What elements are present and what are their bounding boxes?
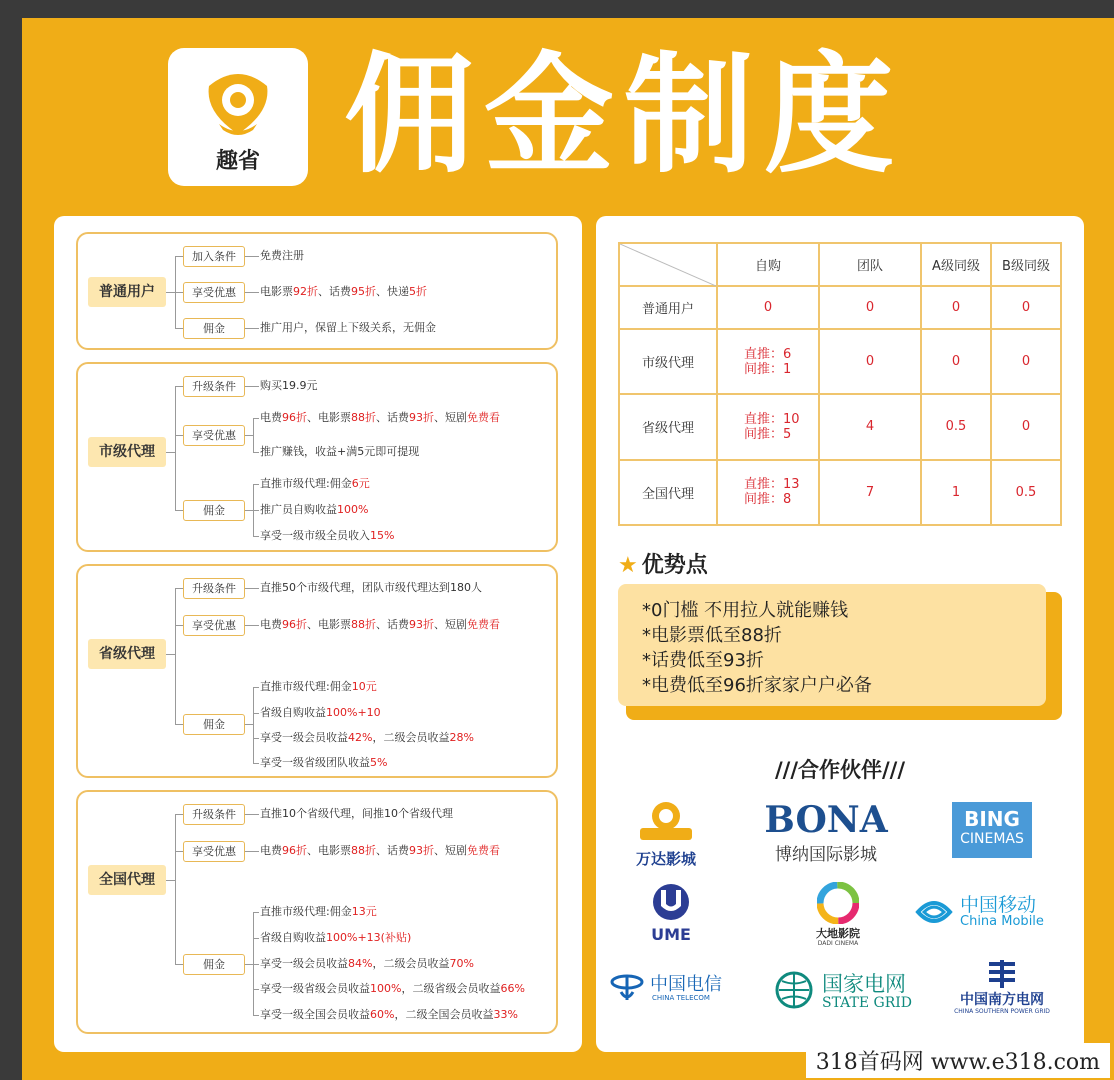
highlight-text: 15% <box>370 529 395 542</box>
cell-b: 0 <box>991 329 1061 394</box>
condition-tag: 升级条件 <box>183 804 245 825</box>
row-header: 普通用户 <box>619 286 717 329</box>
tree-line <box>245 435 253 436</box>
detail-text: 推广员自购收益 <box>260 503 337 516</box>
cell-team: 4 <box>819 394 921 459</box>
detail-line <box>260 477 370 491</box>
row-header: 全国代理 <box>619 460 717 525</box>
detail-text: 、话费 <box>376 618 409 631</box>
tier-box <box>76 232 558 350</box>
tree-line <box>253 625 259 626</box>
tree-line <box>253 851 259 852</box>
detail-text: 电费 <box>260 844 282 857</box>
tree-line <box>245 724 253 725</box>
detail-text: 省级自购收益 <box>260 931 326 944</box>
highlight-text: 33% <box>493 1008 518 1021</box>
highlight-text: 88折 <box>351 618 376 631</box>
highlight-text: 96折 <box>282 844 307 857</box>
tree-line <box>245 386 253 387</box>
bona-logo <box>756 800 896 865</box>
dadi-logo <box>798 882 878 947</box>
ume-logo <box>636 882 706 944</box>
highlight-text: 免费看 <box>467 844 500 857</box>
tree-line <box>175 814 183 815</box>
bona-name: BONA <box>764 799 888 841</box>
china-telecom-name: 中国电信 <box>650 974 722 995</box>
tree-line <box>253 386 259 387</box>
tree-line <box>175 256 183 257</box>
detail-line <box>260 581 482 595</box>
advantage-item: *电影票低至88折 <box>642 625 782 646</box>
cell-a: 0 <box>921 329 991 394</box>
detail-text: 享受一级市级全员收入 <box>260 529 370 542</box>
tree-line <box>175 435 183 436</box>
detail-text: 直推市级代理:佣金 <box>260 905 352 918</box>
china-mobile-name: 中国移动 <box>960 894 1037 916</box>
tier-name: 市级代理 <box>88 437 166 467</box>
detail-line <box>260 529 394 543</box>
tree-line <box>253 588 259 589</box>
tier-box <box>76 790 558 1034</box>
detail-text: 享受一级全国会员收益 <box>260 1008 370 1021</box>
detail-text: ，二级省级会员收益 <box>401 982 501 995</box>
tree-line <box>253 814 259 815</box>
detail-line <box>260 503 368 517</box>
cell-a: 0 <box>921 286 991 329</box>
detail-text: 享受一级会员收益 <box>260 731 348 744</box>
detail-text: 直推市级代理:佣金 <box>260 477 352 490</box>
china-telecom-en: CHINA TELECOM <box>652 994 710 1002</box>
dadi-icon <box>817 882 859 924</box>
detail-text: ，二级会员收益 <box>372 957 450 970</box>
detail-text: 购买19.9元 <box>260 379 318 392</box>
tree-line <box>253 418 254 452</box>
table-row <box>619 460 1061 525</box>
tree-line <box>245 588 253 589</box>
detail-line <box>260 445 419 459</box>
highlight-text: 60% <box>370 1008 395 1021</box>
highlight-text: 5折 <box>409 285 427 298</box>
advantage-item: *0门槛 不用拉人就能赚钱 <box>642 600 849 621</box>
highlight-text: 13元 <box>351 905 377 918</box>
tree-line <box>253 687 259 688</box>
condition-tag: 佣金 <box>183 318 245 339</box>
detail-text: 免费注册 <box>260 249 304 262</box>
tree-line <box>166 880 175 881</box>
condition-tag: 佣金 <box>183 714 245 735</box>
tree-line <box>245 328 253 329</box>
cell-team: 0 <box>819 329 921 394</box>
condition-tag: 享受优惠 <box>183 615 245 636</box>
tree-line <box>245 625 253 626</box>
detail-line <box>260 321 436 335</box>
detail-text: 推广用户，保留上下级关系，无佣金 <box>260 321 436 334</box>
highlight-text: 88折 <box>351 844 376 857</box>
csg-name: 中国南方电网 <box>960 992 1044 1008</box>
cell-a: 1 <box>921 460 991 525</box>
tier-box <box>76 564 558 778</box>
tree-line <box>253 912 259 913</box>
cell-self: 0 <box>717 286 819 329</box>
tree-line <box>175 588 183 589</box>
tree-line <box>245 256 253 257</box>
china-telecom-logo <box>610 968 750 1008</box>
diagonal-divider <box>620 244 716 286</box>
detail-text: 电费 <box>260 618 282 631</box>
logo-name: 趣省 <box>215 149 260 174</box>
condition-tag: 享受优惠 <box>183 425 245 446</box>
state-grid-name: 国家电网 <box>822 972 906 996</box>
tree-line <box>253 763 259 764</box>
tree-line <box>166 292 175 293</box>
tree-line <box>245 510 253 511</box>
detail-line <box>260 982 525 996</box>
tree-line <box>253 484 259 485</box>
tree-line <box>245 292 253 293</box>
indirect-value: 间推：8 <box>744 492 792 508</box>
tree-line <box>253 687 254 763</box>
cell-self <box>717 329 819 394</box>
tree-line <box>175 851 183 852</box>
detail-text: 推广赚钱，收益+满5元即可提现 <box>260 445 420 458</box>
direct-value: 直推：6 <box>744 346 792 362</box>
tree-line <box>175 964 183 965</box>
detail-line <box>260 844 500 858</box>
tier-name: 普通用户 <box>88 277 166 307</box>
tree-line <box>253 292 259 293</box>
detail-text: 、话费 <box>318 285 351 298</box>
bona-subtitle: 博纳国际影城 <box>775 845 877 865</box>
app-logo <box>168 48 308 186</box>
footer-watermark: 318首码网 www.e318.com <box>806 1043 1110 1078</box>
dadi-name: 大地影院 <box>816 927 860 940</box>
highlight-text: 100%+13(补贴) <box>326 931 412 944</box>
detail-text: 、短剧 <box>434 411 467 424</box>
tree-line <box>175 724 183 725</box>
detail-line <box>260 1008 518 1022</box>
advantages-title <box>618 548 708 579</box>
column-header: 团队 <box>819 243 921 286</box>
advantage-item: *电费低至96折家家户户必备 <box>642 675 872 696</box>
column-header: B级同级 <box>991 243 1061 286</box>
tree-line <box>175 625 183 626</box>
condition-tag: 享受优惠 <box>183 841 245 862</box>
detail-text: 、电影票 <box>307 844 351 857</box>
table-row <box>619 286 1061 329</box>
cell-b: 0 <box>991 286 1061 329</box>
cell-team: 7 <box>819 460 921 525</box>
detail-line <box>260 905 377 919</box>
tree-line <box>166 452 175 453</box>
row-header: 市级代理 <box>619 329 717 394</box>
tier-box <box>76 362 558 552</box>
csg-icon <box>985 960 1019 988</box>
china-mobile-en: China Mobile <box>960 914 1044 929</box>
highlight-text: 66% <box>500 982 525 995</box>
wanda-icon <box>636 800 696 844</box>
highlight-text: 93折 <box>409 411 434 424</box>
tree-line <box>253 738 259 739</box>
tree-line <box>253 964 259 965</box>
detail-text: 享受一级省级团队收益 <box>260 756 370 769</box>
tree-line <box>253 328 259 329</box>
tree-line <box>245 964 253 965</box>
tree-line <box>245 814 253 815</box>
bing-logo <box>952 802 1032 858</box>
detail-line <box>260 957 474 971</box>
cell-b: 0 <box>991 394 1061 459</box>
highlight-text: 免费看 <box>467 411 500 424</box>
tree-line <box>175 588 176 724</box>
advantages-title-text: 优势点 <box>641 553 708 578</box>
tree-line <box>175 510 183 511</box>
commission-table <box>618 242 1062 526</box>
wanda-name: 万达影城 <box>635 850 696 868</box>
tier-name: 省级代理 <box>88 639 166 669</box>
tree-line <box>253 536 259 537</box>
highlight-text: 96折 <box>282 411 307 424</box>
highlight-text: 100% <box>370 982 402 995</box>
tree-line <box>253 989 259 990</box>
tree-line <box>253 256 259 257</box>
detail-text: 、电影票 <box>307 618 351 631</box>
table-corner <box>619 243 717 286</box>
condition-tag: 佣金 <box>183 500 245 521</box>
detail-line <box>260 285 427 299</box>
tier-name: 全国代理 <box>88 865 166 895</box>
detail-line <box>260 379 318 393</box>
detail-line <box>260 249 304 263</box>
detail-text: 、话费 <box>376 844 409 857</box>
csg-en: CHINA SOUTHERN POWER GRID <box>954 1008 1050 1015</box>
tree-line <box>253 938 259 939</box>
bing-name: BING <box>964 807 1020 831</box>
partners-title: ///合作伙伴/// <box>774 758 906 782</box>
column-header: A级同级 <box>921 243 991 286</box>
bing-subtitle: CINEMAS <box>960 831 1024 847</box>
detail-text: 、话费 <box>376 411 409 424</box>
detail-text: ，二级会员收益 <box>372 731 450 744</box>
cell-a: 0.5 <box>921 394 991 459</box>
tree-line <box>253 1015 259 1016</box>
state-grid-icon <box>774 970 814 1010</box>
tree-line <box>245 851 253 852</box>
china-telecom-icon <box>610 970 644 1004</box>
highlight-text: 93折 <box>409 618 434 631</box>
highlight-text: 92折 <box>293 285 318 298</box>
detail-text: 、电影票 <box>307 411 351 424</box>
highlight-text: 88折 <box>351 411 376 424</box>
direct-value: 直推：13 <box>744 477 800 493</box>
tree-line <box>253 510 259 511</box>
detail-line <box>260 931 411 945</box>
detail-text: 省级自购收益 <box>260 706 326 719</box>
condition-tag: 佣金 <box>183 954 245 975</box>
ume-name: UME <box>651 925 691 944</box>
detail-text: 、快递 <box>376 285 409 298</box>
tree-line <box>175 292 183 293</box>
table-row <box>619 394 1061 459</box>
detail-text: 电费 <box>260 411 282 424</box>
highlight-text: 6元 <box>351 477 370 490</box>
tree-line <box>253 713 259 714</box>
china-mobile-icon <box>914 892 954 932</box>
highlight-text: 100% <box>337 503 369 516</box>
tree-line <box>253 418 259 419</box>
highlight-text: 70% <box>449 957 474 970</box>
china-mobile-logo <box>914 888 1054 938</box>
detail-text: 享受一级省级会员收益 <box>260 982 370 995</box>
tree-line <box>253 452 259 453</box>
detail-line <box>260 618 500 632</box>
highlight-text: 84% <box>348 957 373 970</box>
tree-line <box>175 814 176 964</box>
detail-text: 、短剧 <box>434 844 467 857</box>
indirect-value: 间推：1 <box>744 361 792 377</box>
highlight-text: 96折 <box>282 618 307 631</box>
direct-value: 直推：10 <box>744 411 800 427</box>
detail-line <box>260 807 453 821</box>
highlight-text: 93折 <box>409 844 434 857</box>
column-header: 自购 <box>717 243 819 286</box>
condition-tag: 加入条件 <box>183 246 245 267</box>
cell-team: 0 <box>819 286 921 329</box>
highlight-text: 95折 <box>351 285 376 298</box>
detail-text: 直推50个市级代理，团队市级代理达到180人 <box>260 581 482 594</box>
condition-tag: 升级条件 <box>183 376 245 397</box>
tree-line <box>175 328 183 329</box>
cell-b: 0.5 <box>991 460 1061 525</box>
detail-text: 、短剧 <box>434 618 467 631</box>
highlight-text: 免费看 <box>467 618 500 631</box>
tier-panel <box>54 216 582 1052</box>
highlight-text: 28% <box>449 731 474 744</box>
advantages-box <box>618 584 1046 706</box>
advantage-item: *话费低至93折 <box>642 650 764 671</box>
condition-tag: 升级条件 <box>183 578 245 599</box>
condition-tag: 享受优惠 <box>183 282 245 303</box>
state-grid-logo <box>774 968 924 1014</box>
detail-line <box>260 411 500 425</box>
logo-mark-icon <box>201 64 275 138</box>
highlight-text: 100%+10 <box>326 706 381 719</box>
commission-panel <box>596 216 1084 1052</box>
highlight-text: 5% <box>370 756 388 769</box>
row-header: 省级代理 <box>619 394 717 459</box>
highlight-text: 42% <box>348 731 373 744</box>
csg-logo <box>942 960 1062 1015</box>
detail-text: 直推10个省级代理，间推10个省级代理 <box>260 807 453 820</box>
detail-text: 直推市级代理:佣金 <box>260 680 352 693</box>
page-title: 佣金制度 <box>344 39 905 191</box>
highlight-text: 10元 <box>351 680 377 693</box>
ume-icon <box>649 882 693 922</box>
poster <box>22 18 1114 1080</box>
table-row <box>619 329 1061 394</box>
detail-text: ，二级全国会员收益 <box>394 1008 494 1021</box>
wanda-logo <box>610 800 722 869</box>
detail-text: 享受一级会员收益 <box>260 957 348 970</box>
indirect-value: 间推：5 <box>744 426 792 442</box>
cell-self <box>717 394 819 459</box>
detail-text: 电影票 <box>260 285 293 298</box>
state-grid-en: STATE GRID <box>822 995 912 1011</box>
table-header-row <box>619 243 1061 286</box>
detail-line <box>260 756 387 770</box>
tree-line <box>175 386 176 510</box>
dadi-en: DADI CINEMA <box>817 940 859 947</box>
detail-line <box>260 731 474 745</box>
detail-line <box>260 680 377 694</box>
detail-line <box>260 706 381 720</box>
star-icon: ★ <box>618 553 638 578</box>
tree-line <box>166 654 175 655</box>
tree-line <box>175 386 183 387</box>
cell-self <box>717 460 819 525</box>
